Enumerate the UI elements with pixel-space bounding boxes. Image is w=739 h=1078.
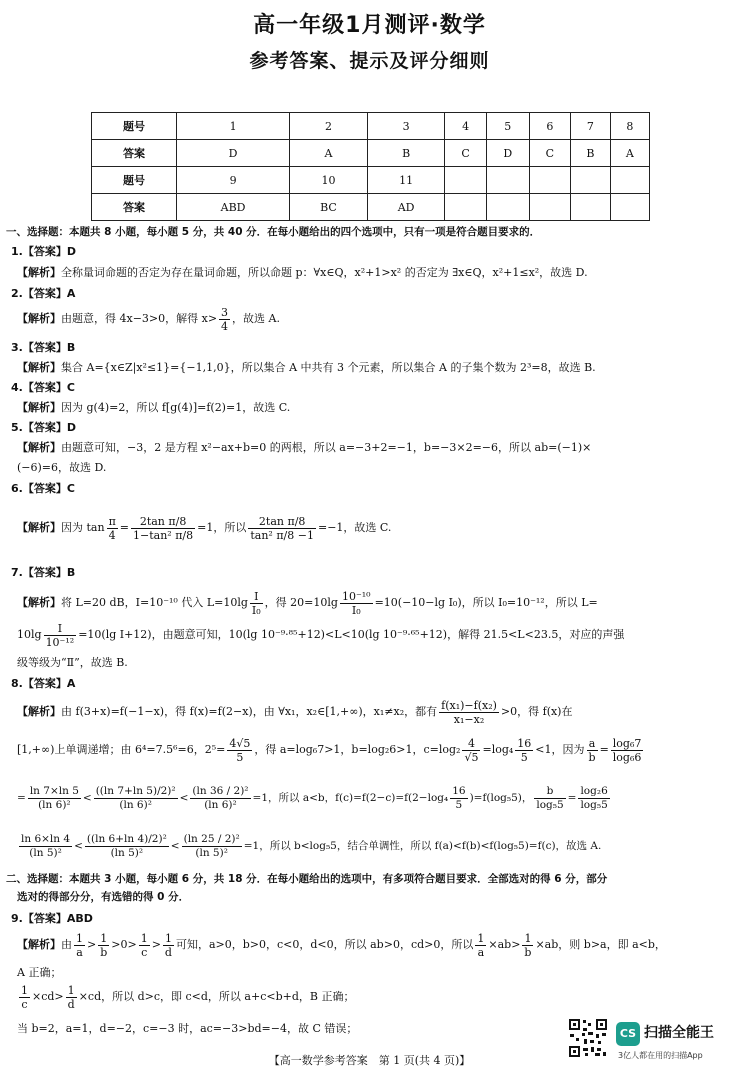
denominator: (ln 6)² [119, 798, 152, 811]
denominator: √5 [464, 750, 479, 764]
analysis-text [17, 266, 588, 280]
analysis-body: ×cd> [32, 990, 64, 1003]
table-cell [529, 194, 570, 221]
operator: < [74, 840, 83, 852]
table-cell: A [290, 140, 368, 167]
analysis-body: 由题意可知，−3，2 是方程 x²−ax+b=0 的两根，所以 a=−3+2=−1，b=−3×2=−6，所以 ab=(−1)× [61, 441, 592, 454]
numerator: log₆7 [612, 736, 642, 750]
operator: >0> [111, 938, 137, 951]
analysis-text [17, 401, 290, 415]
page-title: 高一年级1月测评·数学 [253, 13, 486, 38]
operator: = [599, 743, 609, 756]
denominator: (ln 5)² [110, 846, 144, 859]
table-cell: 11 [367, 167, 445, 194]
row-label: 题号 [92, 167, 177, 194]
answer-label: 1.【答案】D [11, 245, 76, 258]
analysis-continued [17, 826, 601, 866]
answer-label: 8.【答案】A [11, 677, 76, 690]
fraction [44, 622, 77, 649]
numerator: 1 [76, 931, 83, 945]
operator: = [119, 521, 130, 534]
section-heading-continued: 选对的得部分分，有选错的得 0 分． [17, 891, 190, 903]
table-cell: 2 [290, 113, 368, 140]
denominator: log₅5 [536, 798, 564, 811]
analysis-continued: A 正确； [17, 966, 62, 979]
operator: < [170, 840, 180, 852]
fraction [578, 785, 609, 812]
numerator: ln 7×ln 5 [29, 784, 79, 797]
table-row [92, 194, 650, 221]
table-cell: AD [367, 194, 445, 221]
row-label: 答案 [92, 140, 177, 167]
analysis-body: ，故选 A. [232, 312, 280, 325]
table-cell: ABD [177, 194, 290, 221]
analysis-continued: (−6)=6，故选 D. [17, 461, 107, 474]
fraction [534, 785, 565, 812]
section-heading: 二、选择题：本题共 3 小题，每小题 6 分，共 18 分．在每小题给出的选项中，有多项符合题目要求．全部选对的得 6 分，部分 [6, 873, 608, 885]
table-cell [570, 167, 610, 194]
analysis-body: =10(lg I+12)，由题意可知，10(lg 10⁻⁹·⁸⁵+12)<L<10(lg 10⁻⁹·⁶⁵+12)，解得 21.5<L<23.5，对应的声强 [78, 628, 625, 641]
answer-label: 5.【答案】D [11, 421, 76, 434]
table-cell [445, 167, 486, 194]
numerator: 1 [66, 984, 77, 998]
analysis-label: 【解析】 [17, 596, 61, 609]
table-row [92, 113, 650, 140]
denominator: 1−tan² π/8 [133, 528, 194, 542]
answer-label: 9.【答案】ABD [11, 912, 93, 925]
analysis-label: 【解析】 [17, 441, 61, 454]
analysis-body: 将 L=20 dB，I=10⁻¹⁰ 代入 L=10lg [61, 596, 248, 609]
denominator: a [477, 945, 485, 959]
analysis-text [17, 304, 280, 334]
table-cell: B [570, 140, 610, 167]
table-cell: 4 [445, 113, 486, 140]
answer-label: 3.【答案】B [11, 341, 76, 354]
table-cell: 10 [290, 167, 368, 194]
table-cell [570, 194, 610, 221]
analysis-body: 10lg [17, 628, 42, 641]
table-cell [486, 167, 529, 194]
fraction [66, 984, 77, 1011]
analysis-body: 集合 A={x∈Z|x²≤1}={−1,1,0}，所以集合 A 中共有 3 个元素，所以集合 A 的子集个数为 2³=8，故选 B. [61, 361, 596, 374]
numerator: I [44, 622, 77, 636]
analysis-body: 由 [61, 938, 72, 951]
fraction [131, 515, 195, 542]
table-cell: 6 [529, 113, 570, 140]
analysis-body: <1，因为 [535, 743, 585, 756]
fraction [250, 590, 263, 617]
numerator: 1 [163, 932, 174, 946]
analysis-body: =log₄ [482, 743, 514, 756]
operator: = [17, 792, 26, 804]
operator: > [87, 938, 97, 951]
table-cell: D [177, 140, 290, 167]
fraction [227, 737, 252, 764]
watermark-tagline: 3亿人都在用的扫描App [618, 1051, 703, 1060]
numerator: 1 [21, 983, 28, 997]
fraction [340, 590, 373, 617]
analysis-body: ，得 a=log₆7>1，b=log₂6>1，c=log₂ [254, 743, 461, 756]
table-row [92, 167, 650, 194]
fraction [28, 785, 81, 812]
denominator: 5 [455, 798, 463, 811]
fraction [450, 785, 467, 812]
table-cell: A [610, 140, 649, 167]
fraction [163, 932, 174, 959]
table-cell: B [367, 140, 445, 167]
analysis-text [17, 588, 598, 618]
fraction [85, 833, 169, 860]
fraction [522, 932, 533, 959]
denominator: I₀ [351, 603, 361, 617]
numerator: (ln 25 / 2)² [183, 832, 240, 845]
analysis-label: 【解析】 [17, 938, 61, 951]
denominator: I₀ [251, 603, 261, 617]
fraction [219, 306, 230, 333]
analysis-body: =1，所以 [197, 521, 247, 534]
analysis-body: >0，得 f(x)在 [500, 705, 573, 718]
analysis-body: 由题意，得 4x−3>0，解得 x> [61, 312, 218, 325]
denominator: 10⁻¹² [45, 635, 75, 649]
answer-label: 7.【答案】B [11, 566, 76, 579]
table-cell [610, 167, 649, 194]
table-cell: D [486, 140, 529, 167]
numerator: ln 6×ln 4 [21, 832, 71, 845]
denominator: a [76, 945, 83, 959]
table-cell: BC [290, 194, 368, 221]
analysis-label: 【解析】 [17, 361, 61, 374]
numerator: 3 [221, 305, 229, 319]
analysis-continued: 当 b=2，a=1，d=−2，c=−3 时，ac=−3>bd=−4，故 C 错误； [17, 1022, 358, 1035]
analysis-text [17, 508, 391, 548]
denominator: b [524, 945, 532, 959]
operator: > [151, 938, 161, 951]
fraction [94, 785, 178, 812]
numerator: I [250, 590, 263, 604]
camscanner-logo-icon: CS [616, 1022, 640, 1046]
analysis-body: =10(−10−lg I₀)，所以 I₀=10⁻¹²，所以 L= [374, 596, 598, 609]
numerator: π [108, 514, 116, 528]
analysis-label: 【解析】 [17, 312, 61, 325]
table-cell: 1 [177, 113, 290, 140]
numerator: ((ln 6+ln 4)/2)² [86, 832, 167, 845]
numerator: 1 [522, 932, 533, 946]
table-cell: 5 [486, 113, 529, 140]
fraction [74, 932, 85, 959]
analysis-body: ×cd，所以 d>c，即 c<d，所以 a+c<b+d，B 正确； [78, 990, 355, 1003]
analysis-text [17, 930, 666, 960]
numerator: 1 [140, 931, 148, 945]
analysis-body: =1，所以 a<b，f(c)=f(2−c)=f(2−log₄ [252, 792, 449, 804]
denominator: 4 [108, 528, 116, 542]
numerator: a [587, 737, 598, 751]
page-footer: 【高一数学参考答案 第 1 页(共 4 页)】 [268, 1054, 471, 1067]
denominator: c [141, 945, 148, 959]
analysis-body: 因为 tan [61, 521, 105, 534]
analysis-text [17, 361, 596, 375]
analysis-continued: 级等级为“Ⅱ”，故选 B. [17, 656, 128, 669]
analysis-body: ×ab> [488, 938, 521, 951]
analysis-body: 由 f(3+x)=f(−1−x)，得 f(x)=f(2−x)，由 ∀x₁，x₂∈[1,+∞)，x₁≠x₂，都有 [61, 705, 438, 718]
answer-table [91, 112, 650, 221]
analysis-body: ，得 20=10lg [264, 596, 338, 609]
numerator: 10⁻¹⁰ [341, 589, 371, 603]
qr-code-icon [568, 1018, 608, 1058]
denominator: (ln 5)² [195, 846, 228, 859]
numerator: 1 [98, 932, 109, 946]
fraction [98, 932, 109, 959]
numerator: 16 [517, 736, 532, 750]
numerator: 1 [477, 931, 485, 945]
analysis-body: 可知，a>0，b>0，c<0，d<0，所以 ab>0，cd>0，所以 [175, 938, 474, 951]
page-subtitle: 参考答案、提示及评分细则 [249, 50, 490, 72]
analysis-body: 因为 g(4)=2，所以 f[g(4)]=f(2)=1，故选 C. [61, 401, 291, 414]
numerator: b [534, 785, 565, 799]
answer-label: 4.【答案】C [11, 381, 75, 394]
denominator: log₆6 [612, 750, 642, 764]
fraction [139, 932, 150, 959]
analysis-body: ×ab，则 b>a，即 a<b， [535, 938, 666, 951]
watermark-app-name: 扫描全能王 [644, 1025, 714, 1041]
row-label: 答案 [92, 194, 177, 221]
table-row [92, 140, 650, 167]
fraction [462, 737, 480, 764]
table-cell [445, 194, 486, 221]
numerator: f(x₁)−f(x₂) [441, 698, 497, 712]
analysis-continued [17, 735, 645, 765]
denominator: (ln 5)² [29, 846, 62, 859]
denominator: 5 [236, 750, 244, 764]
analysis-body: =−1，故选 C. [317, 521, 392, 534]
numerator: log₂6 [580, 784, 608, 797]
analysis-label: 【解析】 [17, 705, 61, 718]
table-cell [486, 194, 529, 221]
fraction [611, 737, 644, 764]
denominator: d [67, 997, 75, 1011]
table-cell: C [445, 140, 486, 167]
fraction [475, 932, 486, 959]
fraction [107, 515, 118, 542]
operator: < [82, 792, 92, 804]
denominator: x₁−x₂ [453, 712, 485, 726]
analysis-body: [1,+∞)上单调递增；由 6⁴=7.5⁶=6，2⁵= [17, 743, 226, 756]
numerator: 4 [462, 737, 480, 751]
fraction [248, 515, 316, 542]
denominator: log₅5 [580, 798, 608, 811]
operator: = [567, 792, 577, 804]
analysis-label: 【解析】 [17, 521, 61, 534]
fraction [439, 699, 499, 726]
analysis-label: 【解析】 [17, 401, 61, 414]
numerator: 2tan π/8 [131, 515, 195, 529]
fraction [190, 785, 250, 812]
numerator: ((ln 7+ln 5)/2)² [95, 784, 176, 797]
analysis-continued [17, 620, 624, 650]
denominator: 4 [221, 319, 229, 333]
denominator: (ln 6)² [38, 798, 71, 811]
table-cell: 7 [570, 113, 610, 140]
denominator: b [588, 750, 596, 764]
numerator: 2tan π/8 [248, 515, 316, 529]
denominator: c [21, 997, 28, 1011]
numerator: 4√5 [229, 736, 251, 750]
table-cell [610, 194, 649, 221]
fraction [515, 737, 533, 764]
answer-label: 6.【答案】C [11, 482, 75, 495]
analysis-body: )=f(log₅5)， [469, 792, 533, 804]
analysis-text [17, 441, 591, 455]
analysis-continued [17, 982, 354, 1012]
table-cell: 8 [610, 113, 649, 140]
denominator: d [164, 945, 172, 959]
numerator: 16 [452, 784, 466, 797]
fraction [587, 737, 598, 764]
analysis-label: 【解析】 [17, 266, 61, 279]
denominator: tan² π/8 −1 [250, 528, 314, 542]
fraction [19, 833, 72, 860]
table-cell: C [529, 140, 570, 167]
denominator: 5 [520, 750, 528, 764]
analysis-continued [17, 778, 612, 818]
table-cell: 3 [367, 113, 445, 140]
table-cell [529, 167, 570, 194]
numerator: (ln 36 / 2)² [192, 784, 249, 797]
denominator: b [100, 945, 108, 959]
row-label: 题号 [92, 113, 177, 140]
analysis-text [17, 697, 572, 727]
operator: < [179, 792, 189, 804]
analysis-body: 全称量词命题的否定为存在量词命题，所以命题 p：∀x∈Q，x²+1>x² 的否定为 ∃x∈Q，x²+1≤x²，故选 D. [61, 266, 588, 279]
section-heading: 一、选择题：本题共 8 小题，每小题 5 分，共 40 分．在每小题给出的四个选项中，只有一项是符合题目要求的． [6, 226, 541, 238]
fraction [19, 984, 30, 1011]
table-cell: 9 [177, 167, 290, 194]
analysis-body: =1，所以 b<log₅5，结合单调性，所以 f(a)<f(b)<f(log₅5)=f(c)，故选 A. [243, 840, 602, 852]
denominator: (ln 6)² [204, 798, 237, 811]
fraction [182, 833, 242, 860]
answer-label: 2.【答案】A [11, 287, 76, 300]
